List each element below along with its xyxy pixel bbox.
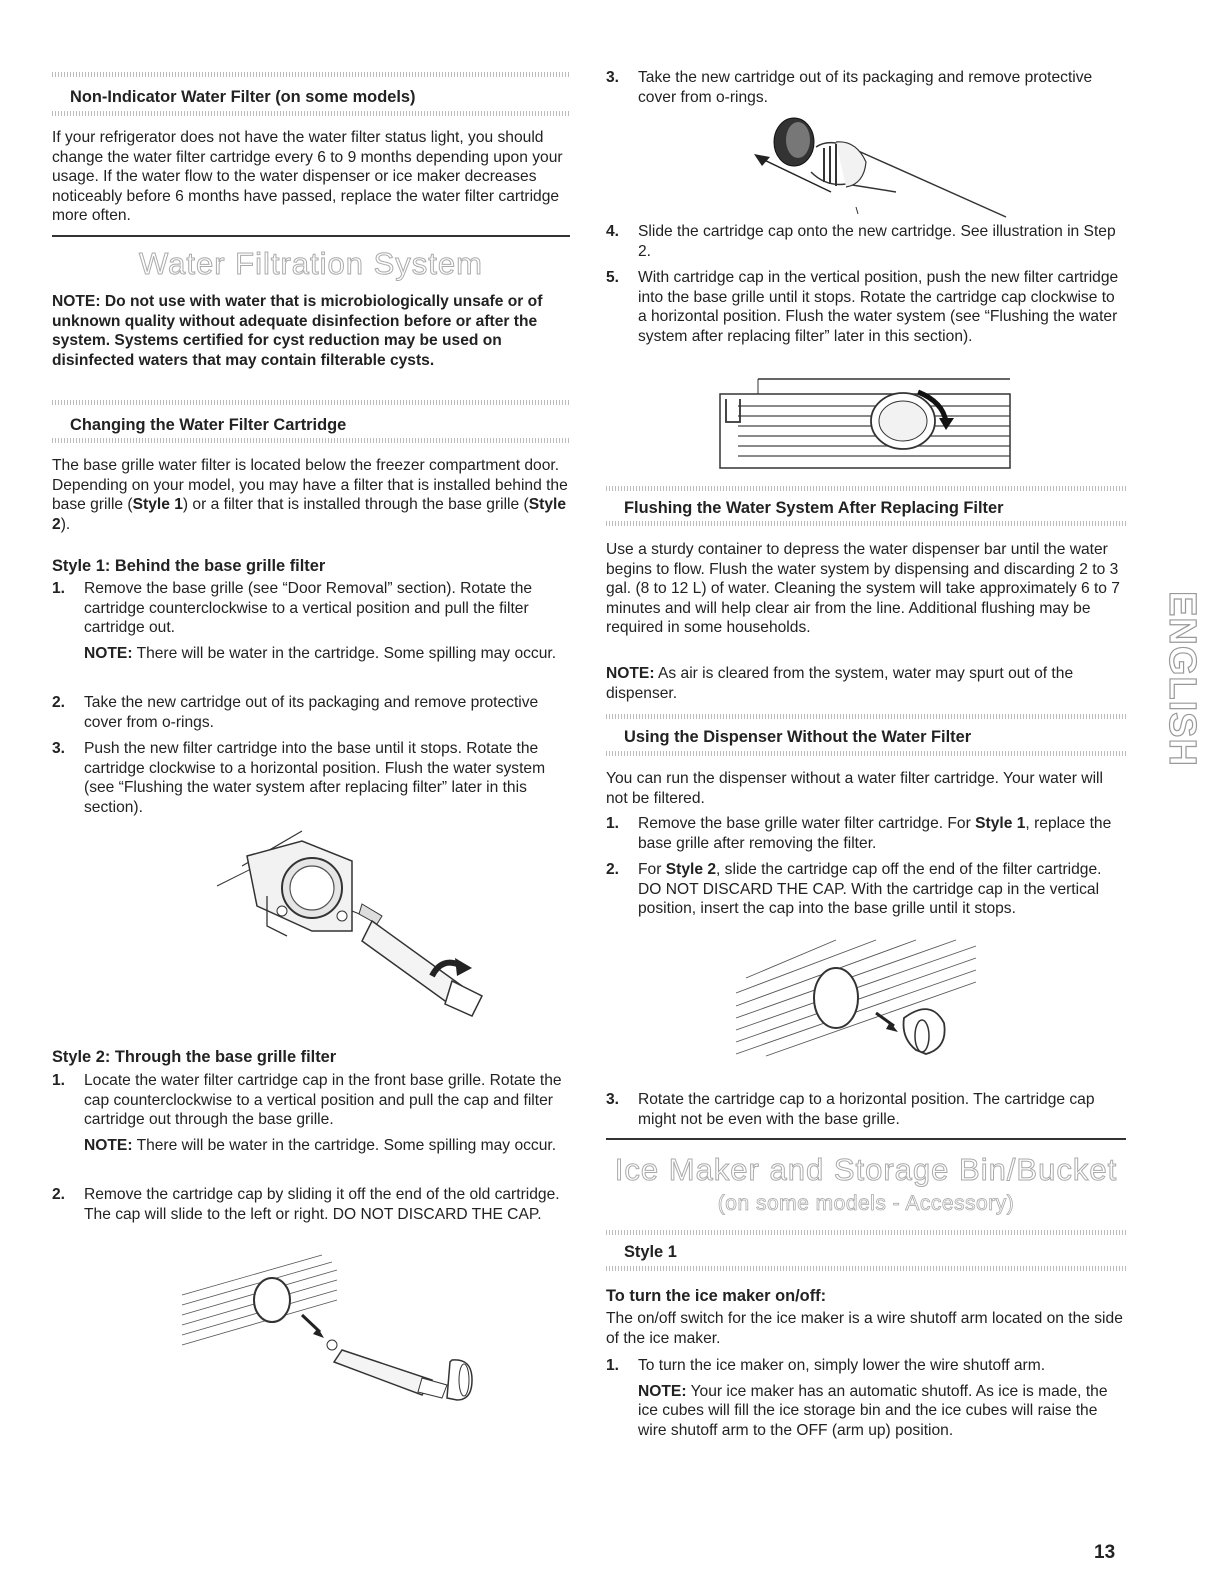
hatch-rule [606,1266,1126,1271]
grille-cap-illustration [718,374,1014,470]
language-side-tab [1150,570,1203,788]
hatch-rule [606,521,1126,526]
ice-style-heading: Style 1 [624,1243,677,1261]
hatch-rule [52,400,570,405]
cartridge-cover-illustration [746,112,1036,222]
hatch-rule [606,486,1126,491]
filtration-note: NOTE: Do not use with water that is microbiologically unsafe or of unknown quality without adequate disinfection before or after the system. Systems certified for cyst reduction may be used on disinfected waters that may contain filterable cysts. [52,293,543,369]
style1-filter-illustration [187,826,507,1026]
style1-step-2: 2. Take the new cartridge out of its packaging and remove protective cover from o-rings. [52,694,539,731]
style2-heading: Style 2: Through the base grille filter [52,1048,337,1066]
ice-maker-subtitle: (on some models - Accessory) [717,1192,1015,1215]
hatch-rule [52,72,570,77]
changing-body: The base grille water filter is located below the freezer compartment door. Depending on your model, you may have a filter that is installed behind the base grille (Style 1) or a filter that is installed through the base grille (Style 2). [52,457,568,533]
hatch-rule [606,714,1126,719]
without-filter-step-1: 1. Remove the base grille water filter cartridge. For Style 1, replace the base grille after removing the filter. [606,815,1112,852]
svg-text:ENGLISH: ENGLISH [1161,591,1203,767]
flushing-heading: Flushing the Water System After Replacing Filter [624,499,1004,517]
section-rule [606,1138,1126,1140]
onoff-body: The on/off switch for the ice maker is a wire shutoff arm located on the side of the ice maker. [606,1310,1123,1347]
water-filtration-title: Water Filtration System [139,246,483,281]
cap-into-grille-illustration [726,938,996,1073]
style1-step1-note: NOTE: There will be water in the cartridge. Some spilling may occur. [84,644,557,662]
style1-step-1: 1. Remove the base grille (see “Door Removal” section). Rotate the cartridge counterclockwise to a vertical position and pull the filter cartridge out. NOTE: There will be water in the cartridge. Some spilling may occur. [52,579,570,663]
hatch-rule [606,751,1126,756]
non-indicator-heading: Non-Indicator Water Filter (on some models) [70,88,416,106]
non-indicator-body: If your refrigerator does not have the water filter status light, you should change the water filter cartridge every 6 to 9 months depending upon your usage. If the water flow to the water dispenser or ice maker decreases noticeably before 6 months have passed, replace the water filter cartridge more often. [52,129,563,224]
without-filter-heading: Using the Dispenser Without the Water Filter [624,728,972,746]
steps-cont-step-3: 3. Take the new cartridge out of its packaging and remove protective cover from o-rings. [606,69,1093,106]
without-filter-step-3: 3. Rotate the cartridge cap to a horizontal position. The cartridge cap might not be even with the base grille. [606,1091,1095,1128]
flushing-note: NOTE: As air is cleared from the system, water may spurt out of the dispenser. [606,665,1074,702]
style1-heading: Style 1: Behind the base grille filter [52,557,326,575]
ice-maker-title: Ice Maker and Storage Bin/Bucket [614,1152,1118,1187]
style2-cap-illustration [172,1250,472,1400]
without-filter-body: You can run the dispenser without a water filter cartridge. Your water will not be filtered. [606,770,1103,807]
ice-step1-note: NOTE: Your ice maker has an automatic shutoff. As ice is made, the ice cubes will fill the ice storage bin and the ice cubes will raise the wire shutoff arm to the OFF (arm up) position. [638,1382,1108,1439]
flushing-body: Use a sturdy container to depress the water dispenser bar until the water begins to flow. Flush the water system by dispensing and discarding 2 to 3 gal. (8 to 12 L) of water. Cleaning the system will take approximately 6 to 7 minutes and will help clear air from the line. Additional flushing may be required in some households. [606,541,1120,636]
section-rule [52,235,570,237]
ice-step-1: 1. To turn the ice maker on, simply lower the wire shutoff arm. NOTE: Your ice maker has an automatic shutoff. As ice is made, the ice cubes will fill the ice storage bin and the ice cubes will raise the wire shutoff arm to the OFF (arm up) position. [606,1356,1126,1440]
style1-step-3: 3. Push the new filter cartridge into the base until it stops. Rotate the cartridge clockwise to a horizontal position. Flush the water system (see “Flushing the water system after replacing filter” later in this section). [52,740,546,816]
onoff-heading: To turn the ice maker on/off: [606,1287,827,1305]
style2-step-1: 1. Locate the water filter cartridge cap in the front base grille. Rotate the cap counterclockwise to a vertical position and pull the cap and filter cartridge out through the base grille. NOTE: There will be water in the cartridge. Some spilling may occur. [52,1071,570,1155]
hatch-rule [52,111,570,116]
steps-cont-step-4: 4. Slide the cartridge cap onto the new cartridge. See illustration in Step 2. [606,223,1116,260]
page-number: 13 [1094,1542,1116,1563]
hatch-rule [52,438,570,443]
without-filter-step-2: 2. For Style 2, slide the cartridge cap off the end of the filter cartridge. DO NOT DISCARD THE CAP. With the cartridge cap in the vertical position, insert the cap into the base grille until it stops. [606,861,1102,917]
hatch-rule [606,1230,1126,1235]
steps-cont-step-5: 5. With cartridge cap in the vertical position, push the new filter cartridge into the base grille until it stops. Rotate the cartridge cap clockwise to a horizontal position. Flush the water system (see “Flushing the water system after replacing filter” later in this section). [606,269,1119,345]
changing-heading: Changing the Water Filter Cartridge [70,416,347,434]
style2-step1-note: NOTE: There will be water in the cartridge. Some spilling may occur. [84,1136,557,1154]
style2-step-2: 2. Remove the cartridge cap by sliding it off the end of the old cartridge. The cap will slide to the left or right. DO NOT DISCARD THE CAP. [52,1186,560,1223]
